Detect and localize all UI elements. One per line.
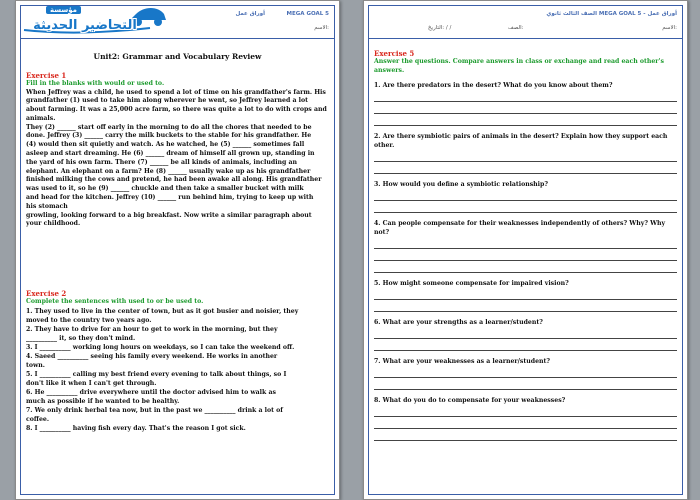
- paragraph-line: was used to it, so he (9) ______ chuckle and then take a smaller bucket with milk: [26, 185, 304, 193]
- paragraph-line: about farming. It was a 25,000 acre farm, so there was quite a lot to do with crops and: [26, 106, 327, 114]
- sentence-line: don't like it when I can't get through.: [26, 379, 157, 387]
- question-text: 3. How would you define a symbiotic relationship?: [374, 181, 548, 188]
- answer-line[interactable]: [374, 261, 677, 273]
- answer-line[interactable]: [374, 327, 677, 339]
- answer-line[interactable]: [374, 288, 677, 300]
- question-text: 1. Are there predators in the desert? What do you know about them?: [374, 82, 613, 89]
- left-content: [26, 45, 329, 433]
- sentence-line: 6. He __________ drive everywhere until the doctor advised him to walk as: [26, 388, 276, 396]
- paragraph-line: They (2) ______ start off early in the morning to do all the chores that needed to be: [26, 123, 312, 131]
- paragraph-line: done. Jeffrey (3) ______ carry the milk buckets to the stable for his grandfather. He: [26, 132, 312, 140]
- header-name-label: الاسم:: [314, 25, 329, 31]
- answer-line[interactable]: [374, 114, 677, 126]
- answer-line[interactable]: [374, 201, 677, 213]
- header-series: MEGA GOAL 5: [286, 11, 329, 17]
- paragraph-line: (4) would then sit quietly and watch. As he watched, he (5) ______ sometimes fall: [26, 141, 305, 149]
- sentence-line: 4. Saeed __________ seeing his family every weekend. He works in another: [26, 352, 278, 360]
- worksheet-page-right: [363, 0, 688, 500]
- answer-line[interactable]: [374, 90, 677, 102]
- logo-name: التحاضير الحديثة: [33, 18, 137, 33]
- right-content: [374, 49, 677, 441]
- sentence-line: 8. I __________ having fish every day. That's the reason I got sick.: [26, 424, 246, 432]
- exercise-1-title: Exercise 1: [26, 71, 67, 80]
- paragraph-line: growling, looking forward to a big breakfast. Now write a similar paragraph about: [26, 211, 312, 219]
- sentence-line: much as possible if he wanted to be healthy.: [26, 397, 180, 405]
- paragraph-line: asleep and start dreaming. He (6) ______ dream of himself all grown up, standing in: [26, 150, 315, 158]
- answer-line[interactable]: [374, 300, 677, 312]
- sentence-line: 2. They have to drive for an hour to get to work in the morning, but they: [26, 325, 278, 333]
- answer-line[interactable]: [374, 366, 677, 378]
- paragraph-line: finished milking the cows and pretend, he had been awake all along. His grandfather: [26, 176, 322, 184]
- answer-line[interactable]: [374, 378, 677, 390]
- exercise-5-instruction: Answer the questions. Compare answers in class or exchange and read each other's answers.: [374, 58, 664, 74]
- sentence-line: coffee.: [26, 415, 50, 423]
- sentence-line: town.: [26, 361, 45, 369]
- question-text: 2. Are there symbiotic pairs of animals in the desert? Explain how they support each other.: [374, 133, 668, 149]
- paragraph-line: elephant. An elephant on a farm? He (8) ______ usually wake up as his grandfather: [26, 167, 311, 175]
- sentence-line: moved to the country two years ago.: [26, 316, 152, 324]
- paragraph-line: and head for the kitchen. Jeffrey (10) ______ run behind him, trying to keep up with: [26, 194, 314, 202]
- header-title: أوراق عمل - MEGA GOAL 5 الصف الثالث ثانوي: [546, 11, 677, 17]
- exercise-2-instruction: Complete the sentences with used to or be used to.: [26, 298, 204, 306]
- sentence-line: 7. We only drink herbal tea now, but in the past we __________ drink a lot of: [26, 406, 283, 414]
- header-date-label: التاريخ: / /: [428, 25, 452, 31]
- paragraph-line: grandfather (1) used to take him along wherever he went, so Jeffrey learned a lot: [26, 97, 308, 105]
- answer-line[interactable]: [374, 249, 677, 261]
- header-class-label: الصف:: [508, 25, 524, 31]
- unit-title: Unit2: Grammar and Vocabulary Review: [93, 52, 262, 61]
- header-name-label: الاسم:: [662, 25, 677, 31]
- exercise-5-title: Exercise 5: [374, 49, 415, 58]
- exercise-5-questions: [374, 81, 677, 441]
- paragraph-line: animals.: [26, 114, 56, 122]
- brand-logo: [18, 4, 168, 36]
- sentence-line: 1. They used to live in the center of town, but as it got busier and noisier, they: [26, 307, 299, 315]
- answer-line[interactable]: [374, 237, 677, 249]
- answer-line[interactable]: [374, 429, 677, 441]
- exercise-2-sentences: [26, 307, 329, 433]
- exercise-1-instruction: Fill in the blanks with would or used to.: [26, 80, 165, 87]
- sentence-line: __________ it, so they don't mind.: [26, 334, 136, 342]
- question-text: 4. Can people compensate for their weaknesses independently of others? Why? Why not?: [374, 220, 666, 236]
- logo-brand: مؤسسة: [46, 6, 81, 14]
- answer-line[interactable]: [374, 417, 677, 429]
- question-text: 7. What are your weaknesses as a learner/student?: [374, 358, 551, 365]
- exercise-1-paragraph: [26, 89, 329, 230]
- paragraph-line: your childhood.: [26, 220, 81, 228]
- answer-line[interactable]: [374, 339, 677, 351]
- page-header: [368, 5, 683, 39]
- question-text: 8. What do you do to compensate for your weaknesses?: [374, 397, 566, 404]
- question-text: 5. How might someone compensate for impaired vision?: [374, 280, 569, 287]
- paragraph-line: the yard of his own farm. There (7) ______ be all kinds of animals, including an: [26, 158, 298, 166]
- answer-line[interactable]: [374, 102, 677, 114]
- answer-line[interactable]: [374, 189, 677, 201]
- worksheet-page-left: [15, 0, 340, 500]
- question-text: 6. What are your strengths as a learner/student?: [374, 319, 543, 326]
- exercise-2-title: Exercise 2: [26, 289, 67, 299]
- sentence-line: 5. I __________ calling my best friend every evening to talk about things, so I: [26, 370, 287, 378]
- header-sheet: أوراق عمل: [235, 11, 265, 17]
- paragraph-line: his stomach: [26, 202, 68, 210]
- answer-line[interactable]: [374, 405, 677, 417]
- answer-line[interactable]: [374, 162, 677, 174]
- paragraph-line: When Jeffrey was a child, he used to spend a lot of time on his grandfather's farm. His: [26, 88, 326, 96]
- answer-line[interactable]: [374, 150, 677, 162]
- sentence-line: 3. I __________ working long hours on weekdays, so I can take the weekend off.: [26, 343, 295, 351]
